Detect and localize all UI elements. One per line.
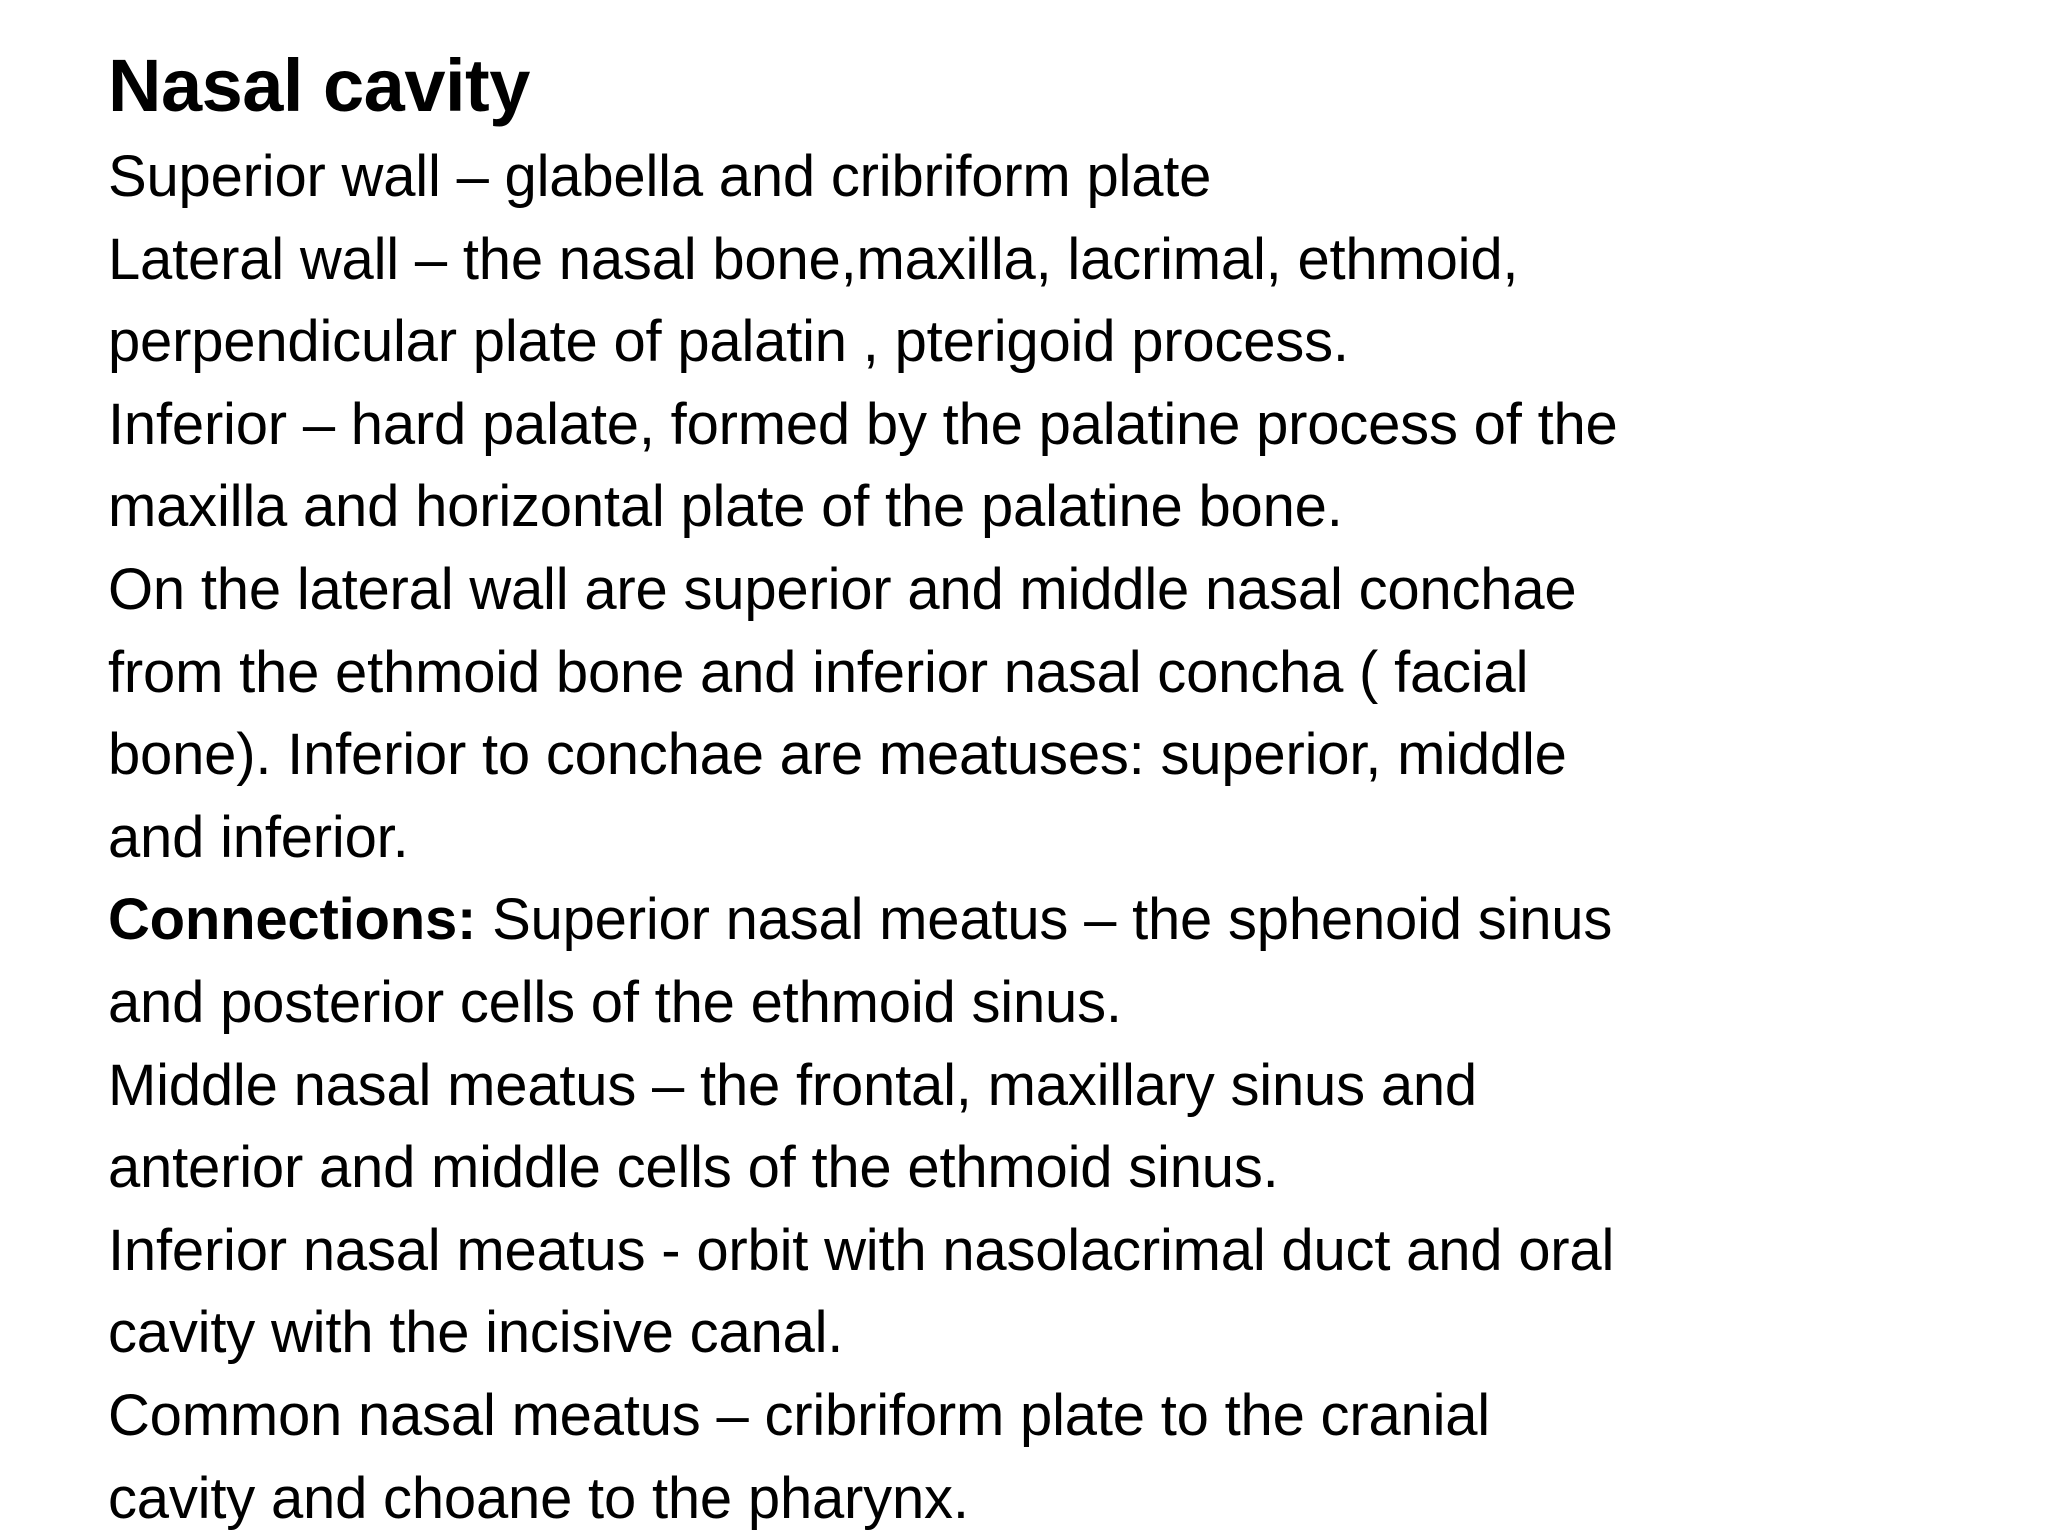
connections-label: Connections: <box>108 887 476 952</box>
text-line: perpendicular plate of palatin , pterigoid process. <box>108 301 1988 384</box>
text-line: cavity with the incisive canal. <box>108 1292 1988 1375</box>
text-line: Common nasal meatus – cribriform plate to the cranial <box>108 1375 1988 1458</box>
text-line: anterior and middle cells of the ethmoid sinus. <box>108 1127 1988 1210</box>
text-line: Inferior nasal meatus - orbit with nasolacrimal duct and oral <box>108 1210 1988 1293</box>
text-line: Middle nasal meatus – the frontal, maxillary sinus and <box>108 1045 1988 1128</box>
connections-line: Connections: Superior nasal meatus – the sphenoid sinus <box>108 879 1988 962</box>
text-line: and inferior. <box>108 797 1988 880</box>
text-line: from the ethmoid bone and inferior nasal concha ( facial <box>108 632 1988 715</box>
slide-content <box>108 36 1988 1540</box>
text-line: Inferior – hard palate, formed by the palatine process of the <box>108 384 1988 467</box>
text-line: maxilla and horizontal plate of the palatine bone. <box>108 466 1988 549</box>
slide-title: Nasal cavity <box>108 36 1988 136</box>
text-line: Lateral wall – the nasal bone,maxilla, lacrimal, ethmoid, <box>108 219 1988 302</box>
text-line: Superior wall – glabella and cribriform plate <box>108 136 1988 219</box>
text-line: bone). Inferior to conchae are meatuses: superior, middle <box>108 714 1988 797</box>
text-line: and posterior cells of the ethmoid sinus. <box>108 962 1988 1045</box>
text-line: cavity and choane to the pharynx. <box>108 1458 1988 1540</box>
text-line: On the lateral wall are superior and middle nasal conchae <box>108 549 1988 632</box>
